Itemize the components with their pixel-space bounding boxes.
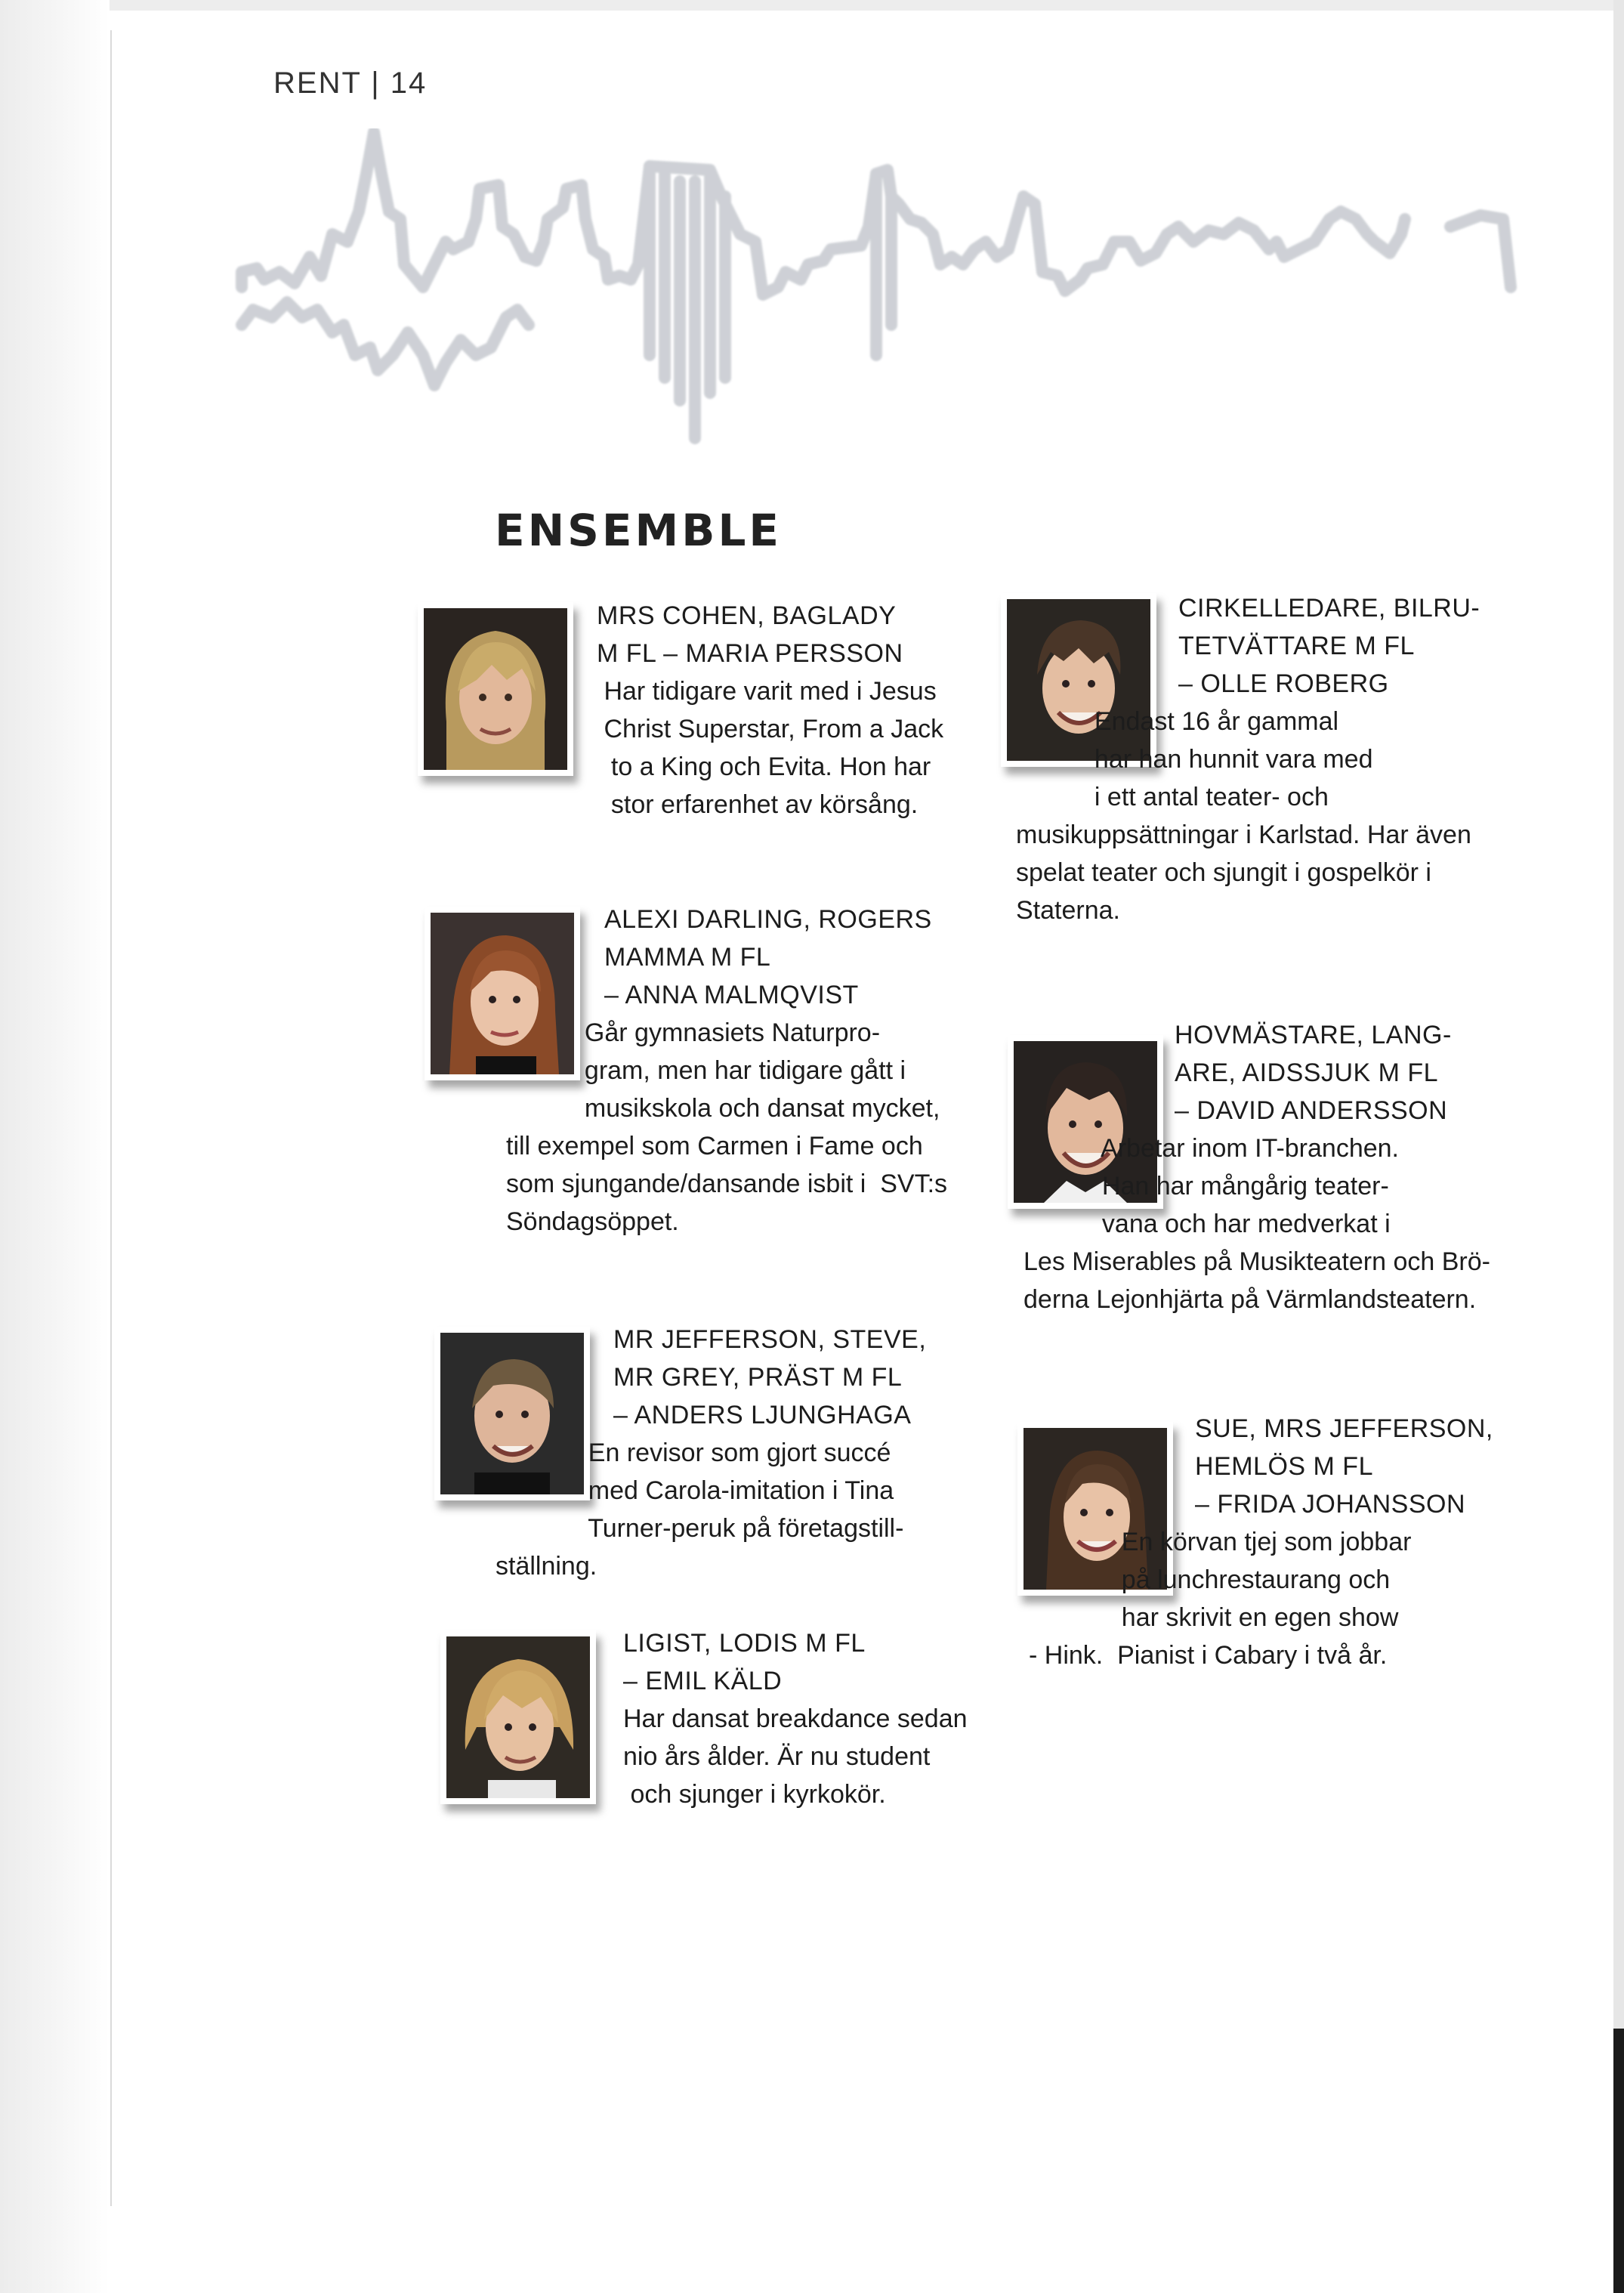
- cast-role: HOVMÄSTARE, LANG- ARE, AIDSSJUK M FL – DAVID ANDERSSON: [1175, 1021, 1452, 1125]
- cast-role: SUE, MRS JEFFERSON, HEMLÖS M FL – FRIDA JOHANSSON: [1195, 1414, 1493, 1519]
- cast-description: Endast 16 år gammal har han hunnit vara med i ett antal teater- och musikuppsättningar i Karlstad. Har även spelat teater och sjungit i gospelkör i Staterna.: [1016, 707, 1471, 925]
- cast-description: Går gymnasiets Naturpro- gram, men har tidigare gått i musikskola och dansat mycket, till exempel som Carmen i Fame och som sjungande/dansande isbit i SVT:s Söndagsöppet.: [506, 1018, 948, 1236]
- cast-photo-maria-persson: [418, 602, 573, 776]
- section-heading: ENSEMBLE: [495, 505, 783, 556]
- cast-entry-maria-persson: [597, 597, 943, 824]
- cast-entry-anders-ljunghaga: [496, 1321, 926, 1585]
- cast-entry-frida-johansson: [1029, 1410, 1493, 1674]
- cast-description: Arbetar inom IT-branchen. Han har mångårig teater- vana och har medverkat i Les Miserables på Musikteatern och Brö- derna Lejonhjärta på Värmlandsteatern.: [1023, 1134, 1490, 1314]
- cast-entry-david-andersson: [1023, 1016, 1490, 1318]
- scan-right-shadow: [1613, 2029, 1624, 2293]
- cast-entry-emil-kald: [623, 1624, 968, 1813]
- cast-entry-anna-malmqvist: [506, 901, 947, 1241]
- city-skyline-illustration: [227, 128, 1586, 461]
- portrait-blonde-woman-icon: [424, 608, 567, 770]
- cast-description: En revisor som gjort succé med Carola-imitation i Tina Turner-peruk på företagstill- ställning.: [496, 1439, 904, 1581]
- binding-line: [110, 30, 112, 2206]
- page-top-strip: [0, 0, 1624, 11]
- scan-right-margin: [1613, 0, 1624, 2293]
- cast-description: Har tidigare varit med i Jesus Christ Superstar, From a Jack to a King och Evita. Hon har stor erfarenhet av körsång.: [604, 677, 944, 819]
- cast-photo-emil-kald: [440, 1630, 596, 1804]
- portrait-young-man-icon: [446, 1636, 590, 1798]
- cast-role: MRS COHEN, BAGLADY M FL – MARIA PERSSON: [597, 601, 903, 668]
- cast-role: LIGIST, LODIS M FL – EMIL KÄLD: [623, 1629, 866, 1695]
- cast-role: CIRKELLEDARE, BILRU- TETVÄTTARE M FL – OLLE ROBERG: [1178, 594, 1480, 698]
- cast-role: MR JEFFERSON, STEVE, MR GREY, PRÄST M FL – ANDERS LJUNGHAGA: [613, 1325, 927, 1429]
- cast-description: Har dansat breakdance sedan nio års ålder. Är nu student och sjunger i kyrkokör.: [623, 1704, 968, 1809]
- cast-description: En körvan tjej som jobbar på lunchrestaurang och har skrivit en egen show - Hink. Pianist i Cabary i två år.: [1029, 1528, 1412, 1670]
- scan-left-margin: [0, 0, 110, 2293]
- cast-entry-olle-roberg: [1016, 589, 1480, 929]
- page-header: RENT | 14: [273, 66, 428, 100]
- cast-role: ALEXI DARLING, ROGERS MAMMA M FL – ANNA MALMQVIST: [604, 905, 932, 1009]
